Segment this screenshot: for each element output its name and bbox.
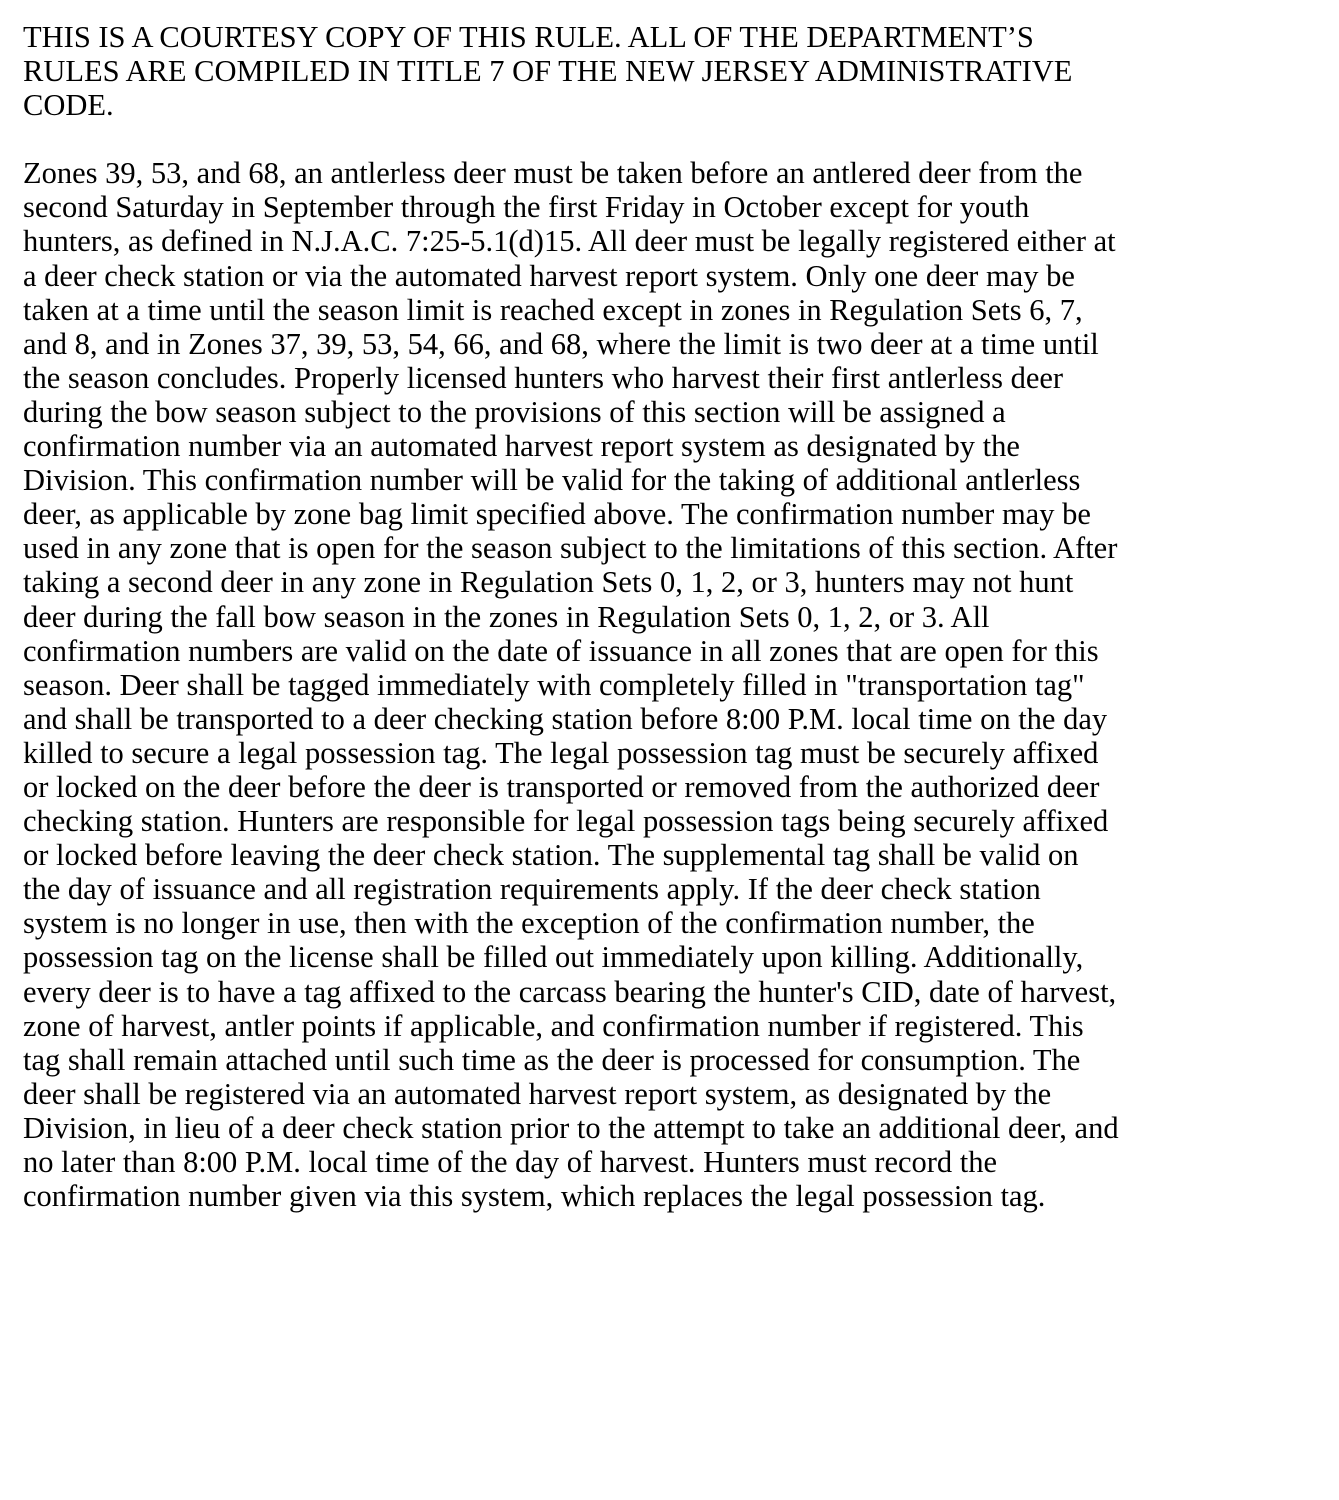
courtesy-copy-notice: THIS IS A COURTESY COPY OF THIS RULE. ALL OF THE DEPARTMENT’S RULES ARE COMPILED IN TITLE 7 OF THE NEW JERSEY ADMINISTRATIVE CODE. [23, 20, 1073, 123]
rule-body-text: Zones 39, 53, and 68, an antlerless deer must be taken before an antlered deer from the second Saturday in September through the first Friday in October except for youth hunters, as defined in N.J.A.C. 7:25-5.1(d)15. All deer must be legally registered either at a deer check station or via the automated harvest report system. Only one deer may be taken at a time until the season limit is reached except in zones in Regulation Sets 6, 7, and 8, and in Zones 37, 39, 53, 54, 66, and 68, where the limit is two deer at a time until the season concludes. Properly licensed hunters who harvest their first antlerless deer during the bow season subject to the provisions of this section will be assigned a confirmation number via an automated harvest report system as designated by the Division. This confirmation number will be valid for the taking of additional antlerless deer, as applicable by zone bag limit specified above. The confirmation number may be used in any zone that is open for the season subject to the limitations of this section. After taking a second deer in any zone in Regulation Sets 0, 1, 2, or 3, hunters may not hunt deer during the fall bow season in the zones in Regulation Sets 0, 1, 2, or 3. All confirmation numbers are valid on the date of issuance in all zones that are open for this season. Deer shall be tagged immediately with completely filled in "transportation tag" and shall be transported to a deer checking station before 8:00 P.M. local time on the day killed to secure a legal possession tag. The legal possession tag must be securely affixed or locked on the deer before the deer is transported or removed from the authorized deer checking station. Hunters are responsible for legal possession tags being securely affixed or locked before leaving the deer check station. The supplemental tag shall be valid on the day of issuance and all registration requirements apply. If the deer check station system is no longer in use, then with the exception of the confirmation number, the possession tag on the license shall be filled out immediately upon killing. Additionally, every deer is to have a tag affixed to the carcass bearing the hunter's CID, date of harvest, zone of harvest, antler points if applicable, and confirmation number if registered. This tag shall remain attached until such time as the deer is processed for consumption. The deer shall be registered via an automated harvest report system, as designated by the Division, in lieu of a deer check station prior to the attempt to take an additional deer, and no later than 8:00 P.M. local time of the day of harvest. Hunters must record the confirmation number given via this system, which replaces the legal possession tag. [23, 156, 1119, 1214]
document-page [23, 20, 1323, 1213]
